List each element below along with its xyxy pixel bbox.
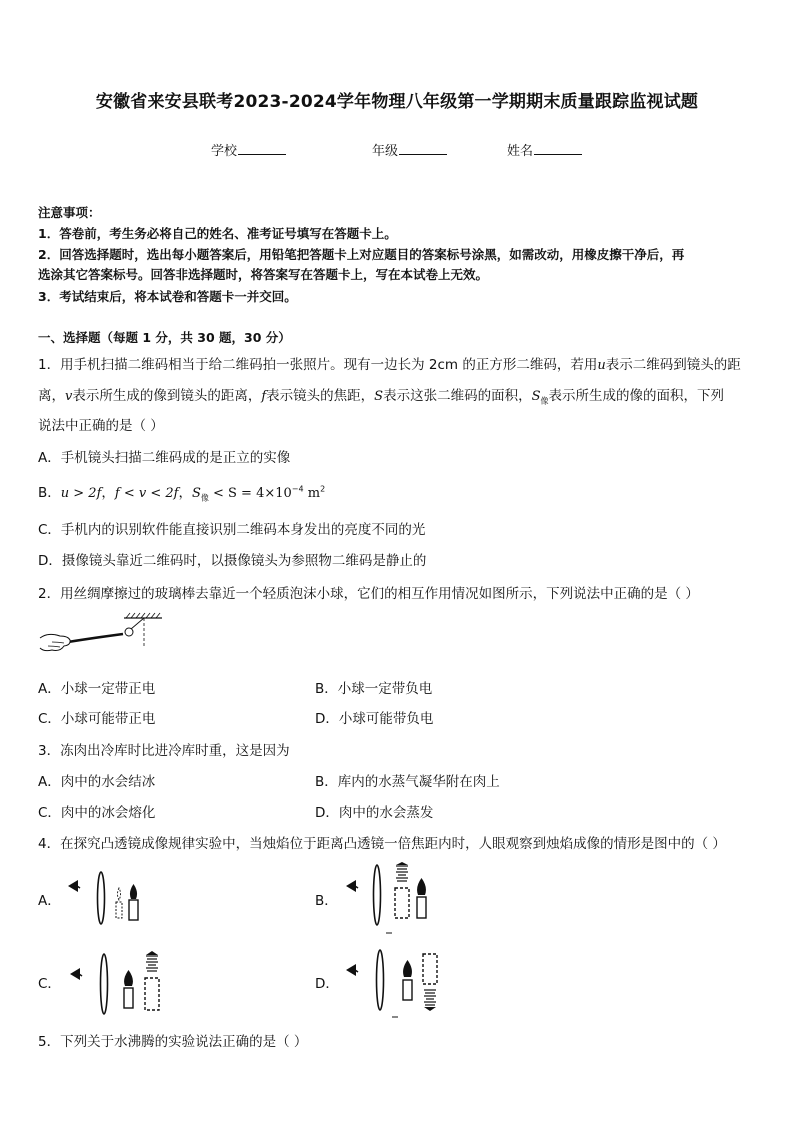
q4-figure-a — [66, 870, 156, 930]
virtual-image — [423, 954, 437, 984]
name-field — [507, 140, 582, 159]
q1-text-1: 1．用手机扫描二维码相当于给二维码拍一张照片。现有一边长为 2cm 的正方形二维码，若用 — [38, 357, 598, 373]
candle — [417, 897, 426, 918]
virtual-image — [145, 978, 159, 1010]
q1-var-u: u — [597, 358, 606, 373]
q1-option-b-sub: 像 — [200, 493, 209, 503]
q1-option-b-math-2: f < v < 2f — [114, 486, 179, 501]
ball — [125, 628, 133, 636]
name-blank — [534, 142, 582, 155]
q1-option-b-unit-exp: 2 — [320, 484, 326, 494]
q1-option-b-sep-1: ， — [101, 485, 115, 501]
q1-option-b — [38, 481, 325, 504]
q1-option-b-math-1: u > 2f — [60, 486, 102, 501]
q3-option-b: B．库内的水蒸气凝华附在肉上 — [315, 774, 500, 790]
flame-icon — [403, 960, 412, 977]
grade-label: 年级 — [372, 144, 399, 159]
page-title: 安徽省来安县联考2023-2024学年物理八年级第一学期期末质量跟踪监视试题 — [95, 92, 699, 112]
q1-text-2b: 表示所生成的像到镜头的距离， — [72, 388, 262, 404]
q1-text-2a: 离， — [38, 388, 65, 404]
candle — [129, 900, 138, 920]
q1-option-d: D．摄像镜头靠近二维码时，以摄像镜头为参照物二维码是静止的 — [38, 553, 427, 569]
q1-text-1b: 表示二维码到镜头的距 — [605, 357, 741, 373]
school-blank — [238, 142, 286, 155]
q1-option-b-math-3b: < S = 4×10 — [208, 486, 292, 501]
q1-var-v: v — [65, 389, 73, 404]
q1-var-f: f — [261, 389, 267, 404]
q4-stem: 4．在探究凸透镜成像规律实验中，当烛焰位于距离凸透镜一倍焦距内时，人眼观察到烛焰成像的情形是图中的（ ） — [38, 836, 726, 852]
q4-figure-b — [344, 860, 444, 938]
q1-option-b-math-3: S — [191, 486, 201, 501]
q1-option-c: C．手机内的识别软件能直接识别二维码本身发出的亮度不同的光 — [38, 522, 426, 538]
notice-item-2-line-2: 选涂其它答案标号。回答非选择题时，将答案写在答题卡上，写在本试卷上无效。 — [38, 267, 489, 282]
q1-text-2e: 表示所生成的像的面积，下列 — [548, 388, 724, 404]
q3-stem: 3．冻肉出冷库时比进冷库时重，这是因为 — [38, 743, 290, 759]
q4-option-b-label: B． — [315, 893, 338, 909]
school-label: 学校 — [211, 144, 238, 159]
q2-option-a: A．小球一定带正电 — [38, 681, 156, 697]
notice-heading: 注意事项： — [38, 205, 101, 220]
q1-option-b-sep-2: ， — [178, 485, 192, 501]
q2-stem: 2．用丝绸摩擦过的玻璃棒去靠近一个轻质泡沫小球，它们的相互作用情况如图所示，下列说法中正确的是（ ） — [38, 586, 699, 602]
q4-figure-d — [344, 948, 454, 1022]
q1-line-3: 说法中正确的是（ ） — [38, 418, 164, 434]
q1-var-S-img: S — [531, 389, 541, 404]
glass-rod — [68, 634, 123, 642]
flame-icon — [130, 884, 137, 899]
q1-var-S: S — [374, 389, 384, 404]
school-field — [211, 140, 286, 159]
section-heading: 一、选择题（每题 1 分，共 30 题，30 分） — [38, 330, 291, 345]
q3-option-d: D．肉中的水会蒸发 — [315, 805, 434, 821]
q1-text-2d: 表示这张二维码的面积， — [383, 388, 532, 404]
q4-option-c-label: C． — [38, 976, 61, 992]
q1-line-2 — [38, 384, 724, 407]
q2-option-d: D．小球可能带负电 — [315, 711, 434, 727]
candle — [403, 980, 412, 1000]
grade-blank — [399, 142, 447, 155]
grade-field — [372, 140, 447, 159]
q1-option-b-unit: m — [303, 486, 321, 501]
q3-option-a: A．肉中的水会结冰 — [38, 774, 156, 790]
lens — [101, 954, 108, 1014]
q1-option-b-label: B． — [38, 485, 61, 501]
q1-text-2c: 表示镜头的焦距， — [266, 388, 375, 404]
notice-item-3: 3．考试结束后，将本试卷和答题卡一并交回。 — [38, 289, 297, 304]
q2-option-b: B．小球一定带负电 — [315, 681, 433, 697]
q4-option-a-label: A． — [38, 893, 61, 909]
notice-item-2-line-1: 2．回答选择题时，选出每小题答案后，用铅笔把答题卡上对应题目的答案标号涂黑，如需改动，用橡皮擦干净后，再 — [38, 247, 685, 262]
q1-option-b-exp: −4 — [291, 484, 304, 494]
q1-option-a: A．手机镜头扫描二维码成的是正立的实像 — [38, 450, 291, 466]
q4-figure-c — [66, 948, 176, 1018]
virtual-image — [116, 902, 122, 918]
q3-option-c: C．肉中的冰会熔化 — [38, 805, 156, 821]
q2-option-c: C．小球可能带正电 — [38, 711, 156, 727]
q5-stem: 5．下列关于水沸腾的实验说法正确的是（ ） — [38, 1034, 308, 1050]
q1-line-1 — [38, 353, 741, 373]
q2-figure — [38, 612, 168, 664]
q1-sub-img: 像 — [540, 396, 549, 406]
virtual-image — [395, 888, 409, 918]
lens — [374, 865, 381, 925]
name-label: 姓名 — [507, 144, 534, 159]
hand — [40, 634, 70, 650]
flame-icon — [124, 970, 133, 986]
lens — [98, 872, 105, 924]
notice-item-1: 1．答卷前，考生务必将自己的姓名、准考证号填写在答题卡上。 — [38, 226, 397, 241]
q4-option-d-label: D． — [315, 976, 339, 992]
candle — [124, 988, 133, 1008]
lens — [377, 950, 384, 1010]
flame-icon — [417, 878, 426, 895]
